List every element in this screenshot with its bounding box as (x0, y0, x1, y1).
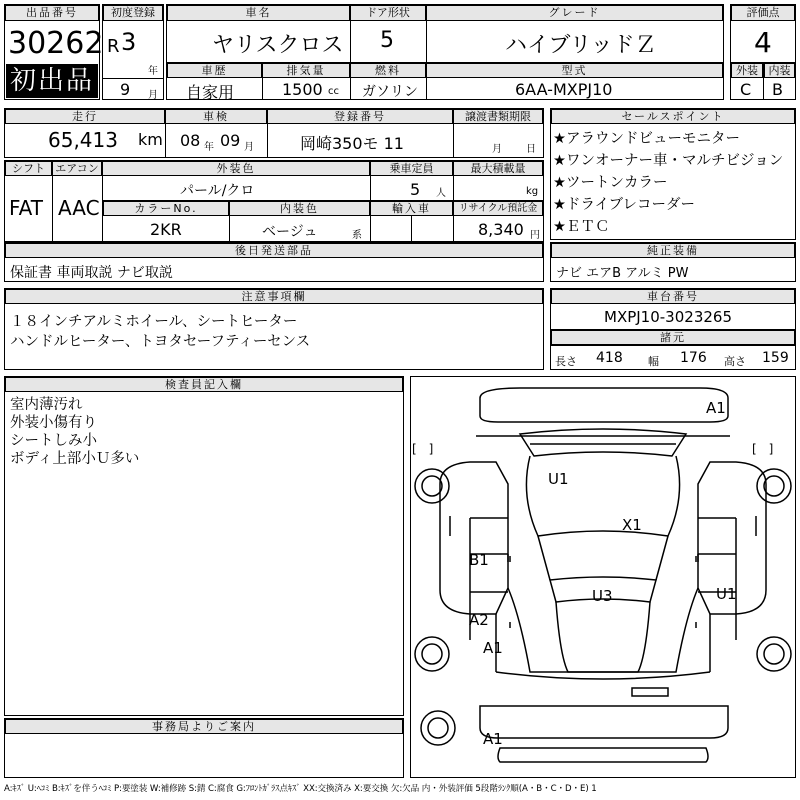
sales-point-4: ★ドライブレコーダー (553, 197, 696, 213)
interior-color-value: ベージュ (262, 224, 318, 240)
car-name: ヤリスクロス (212, 33, 344, 58)
mark-u1-right: U1 (716, 585, 737, 603)
width-value: 176 (680, 350, 707, 366)
dims-label: 諸元 (551, 330, 795, 345)
import-label: 輸入車 (370, 201, 453, 216)
inspection-year: 08 (180, 131, 201, 150)
plate-label: 登録番号 (267, 109, 453, 124)
score-value: 4 (754, 26, 772, 59)
interior-score-label: 内装 (764, 63, 795, 78)
exterior-color-label: 外装色 (102, 161, 370, 176)
capacity-value: 5 (410, 180, 421, 199)
lot-label: 出品番号 (5, 5, 99, 21)
chassis-value: MXPJ10-3023265 (604, 308, 732, 326)
history-label: 車歴 (167, 63, 262, 78)
notes-line-1: １８インチアルミホイール、シートヒーター (10, 314, 298, 330)
recycle-unit: 円 (530, 230, 540, 241)
transfer-day-unit: 日 (526, 144, 536, 155)
interior-color-label: 内装色 (229, 201, 370, 216)
mileage-value: 65,413 (48, 128, 118, 152)
aircon-value: AAC (58, 196, 100, 220)
sales-point-3: ★ツートンカラー (553, 175, 668, 191)
capacity-unit: 人 (436, 188, 446, 199)
sales-point-1: ★アラウンドビューモニター (553, 131, 740, 147)
sales-points-label: セールスポイント (551, 109, 795, 124)
genuine-value: ナビ エアB アルミ PW (556, 266, 689, 281)
recycle-value: 8,340 (478, 220, 524, 239)
registration-month-unit: 月 (148, 90, 158, 101)
width-label: 幅 (648, 355, 659, 368)
registration-label: 初度登録 (103, 5, 163, 21)
displacement-label: 排気量 (262, 63, 350, 78)
capacity-label: 乗車定員 (370, 161, 453, 176)
color-no-label: カラーNo. (103, 201, 229, 216)
displacement-value: 1500 (282, 80, 323, 99)
inspector-label: 検査員記入欄 (5, 377, 403, 392)
mark-a1-left: A1 (483, 639, 503, 657)
history-value: 自家用 (186, 83, 235, 102)
notes-line-2: ハンドルヒーター、トヨタセーフティーセンス (10, 334, 311, 350)
sales-point-5: ★ＥＴＣ (553, 219, 610, 235)
bracket-right: [ ] (752, 442, 774, 456)
aircon-label: エアコン (52, 161, 102, 176)
later-items-value: 保証書 車両取説 ナビ取説 (10, 265, 173, 281)
legend: A:ｷｽﾞ U:ﾍｺﾐ B:ｷｽﾞを伴うﾍｺﾐ P:要塗装 W:補修跡 S:錆 C:腐食 G:ﾌﾛﾝﾄｶﾞﾗｽ点ｷｽﾞ XX:交換済み X:要交換 欠:欠品 内・外装評価 5段階ﾗﾝｸ順(A・B・C・D・E) 1 (4, 784, 597, 794)
registration-month: 9 (120, 80, 131, 99)
recycle-label: リサイクル預託金 (453, 201, 543, 216)
shift-label: シフト (5, 161, 52, 176)
inspector-line-2: 外装小傷有り (10, 415, 97, 431)
mileage-label: 走行 (5, 109, 165, 124)
inspection-label: 車検 (165, 109, 267, 124)
inspector-line-1: 室内薄汚れ (10, 397, 83, 413)
model-value: 6AA-MXPJ10 (515, 80, 613, 99)
car-name-label: 車名 (167, 5, 350, 21)
height-label: 高さ (724, 355, 746, 368)
grade-value: ハイブリッドＺ (505, 33, 657, 58)
inspector-line-4: ボディ上部小Ｕ多い (10, 451, 140, 467)
max-load-unit: kg (526, 186, 539, 197)
height-value: 159 (762, 350, 789, 366)
chassis-label: 車台番号 (551, 289, 795, 304)
model-label: 型式 (426, 63, 723, 78)
mileage-unit: km (138, 130, 163, 149)
sales-point-2: ★ワンオーナー車・マルチビジョン (553, 153, 784, 169)
transfer-month-unit: 月 (492, 144, 502, 155)
length-label: 長さ (555, 355, 577, 368)
later-items-label: 後日発送部品 (5, 243, 543, 258)
inspection-month-unit: 月 (244, 142, 254, 153)
interior-color-unit: 系 (352, 230, 362, 241)
displacement-unit: cc (328, 86, 339, 97)
mark-a2: A2 (469, 611, 489, 629)
car-outline (410, 376, 796, 778)
color-no-value: 2KR (150, 220, 182, 239)
inspection-month: 09 (220, 131, 241, 150)
first-listing-badge: 初出品 (6, 64, 98, 98)
transfer-label: 譲渡書類期限 (453, 109, 543, 124)
mark-a1-top: A1 (706, 399, 726, 417)
length-value: 418 (596, 350, 623, 366)
exterior-score: C (740, 80, 752, 99)
inspector-line-3: シートしみ小 (10, 433, 97, 449)
bracket-left: [ ] (412, 442, 434, 456)
genuine-label: 純正装備 (551, 243, 795, 258)
doors-label: ドア形状 (350, 5, 426, 21)
shift-value: FAT (9, 196, 44, 220)
plate-value: 岡崎350モ 11 (300, 134, 404, 153)
mark-b1: B1 (469, 551, 489, 569)
interior-score: B (772, 80, 783, 99)
mark-u1-roof: U1 (548, 470, 569, 488)
fuel-value: ガソリン (362, 84, 418, 100)
score-label: 評価点 (731, 5, 795, 21)
lot-number: 30262 (8, 26, 104, 61)
notes-label: 注意事項欄 (5, 289, 543, 304)
mark-a1-bottom: A1 (483, 730, 503, 748)
registration-era: R (107, 36, 120, 57)
grade-label: グレード (426, 5, 723, 21)
exterior-score-label: 外装 (731, 63, 763, 78)
exterior-color-value: パール/クロ (180, 183, 255, 199)
doors-value: 5 (380, 28, 394, 53)
mark-u3: U3 (592, 587, 613, 605)
max-load-label: 最大積載量 (453, 161, 543, 176)
registration-year: 3 (121, 28, 137, 56)
mark-x1: X1 (622, 516, 642, 534)
office-label: 事務局よりご案内 (5, 719, 403, 734)
fuel-label: 燃料 (350, 63, 426, 78)
registration-year-unit: 年 (148, 66, 158, 77)
inspection-year-unit: 年 (204, 142, 214, 153)
